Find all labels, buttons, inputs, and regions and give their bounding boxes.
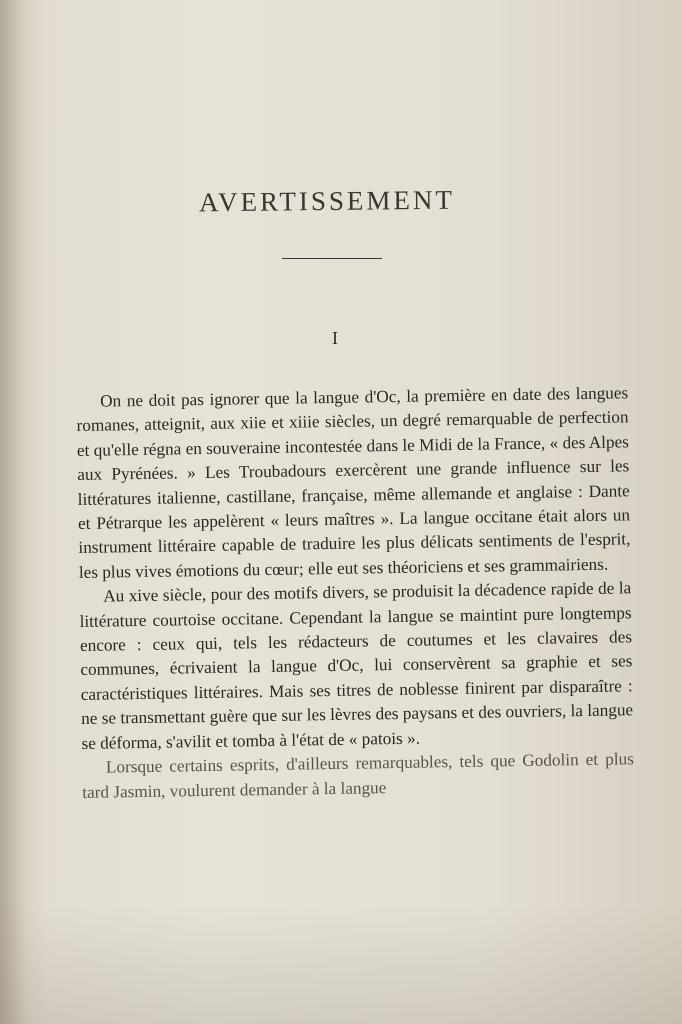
paragraph-1: On ne doit pas ignorer que la langue d'Oc, la première en date des langues romanes, atteignit, aux xiie et xiiie siècles, un degré remarquable de perfection et qu'elle régna en souveraine incontestée dans le Midi de la France, « des Alpes aux Pyrénées. » Les Troubadours exercèrent une grande influence sur les littératures italienne, castillane, française, même allemande et anglaise : Dante et Pétrarque les appelèrent « leurs maîtres ». La langue occitane était alors un instrument littéraire capable de traduire les plus délicats sentiments de l'esprit, les plus vives émotions du cœur; elle eut ses théoriciens et ses grammairiens. [76, 383, 631, 582]
paragraph-2: Au xive siècle, pour des motifs divers, se produisit la décadence rapide de la littérature courtoise occitane. Cependant la langue se maintint pure longtemps encore : ceux qui, tels les rédacteurs de coutumes et les clavaires des communes, écrivaient la langue d'Oc, lui conservèrent sa graphie et ses caractéristiques littéraires. Mais ses titres de noblesse finirent par disparaître : ne se transmettant guère que sur les lèvres des paysans et des ouvriers, la langue se déforma, s'avilit et tomba à l'état de « patois ». [79, 578, 634, 753]
paragraph-3: Lorsque certains esprits, d'ailleurs remarquables, tels que Godolin et plus tard Jasmin, voulurent demander à la langue [82, 749, 635, 802]
section-number: I [332, 328, 338, 348]
page-bottom-shadow [0, 904, 682, 1024]
title-rule-divider [282, 258, 382, 259]
page-title: AVERTISSEMENT [198, 184, 456, 218]
body-text [76, 381, 634, 805]
